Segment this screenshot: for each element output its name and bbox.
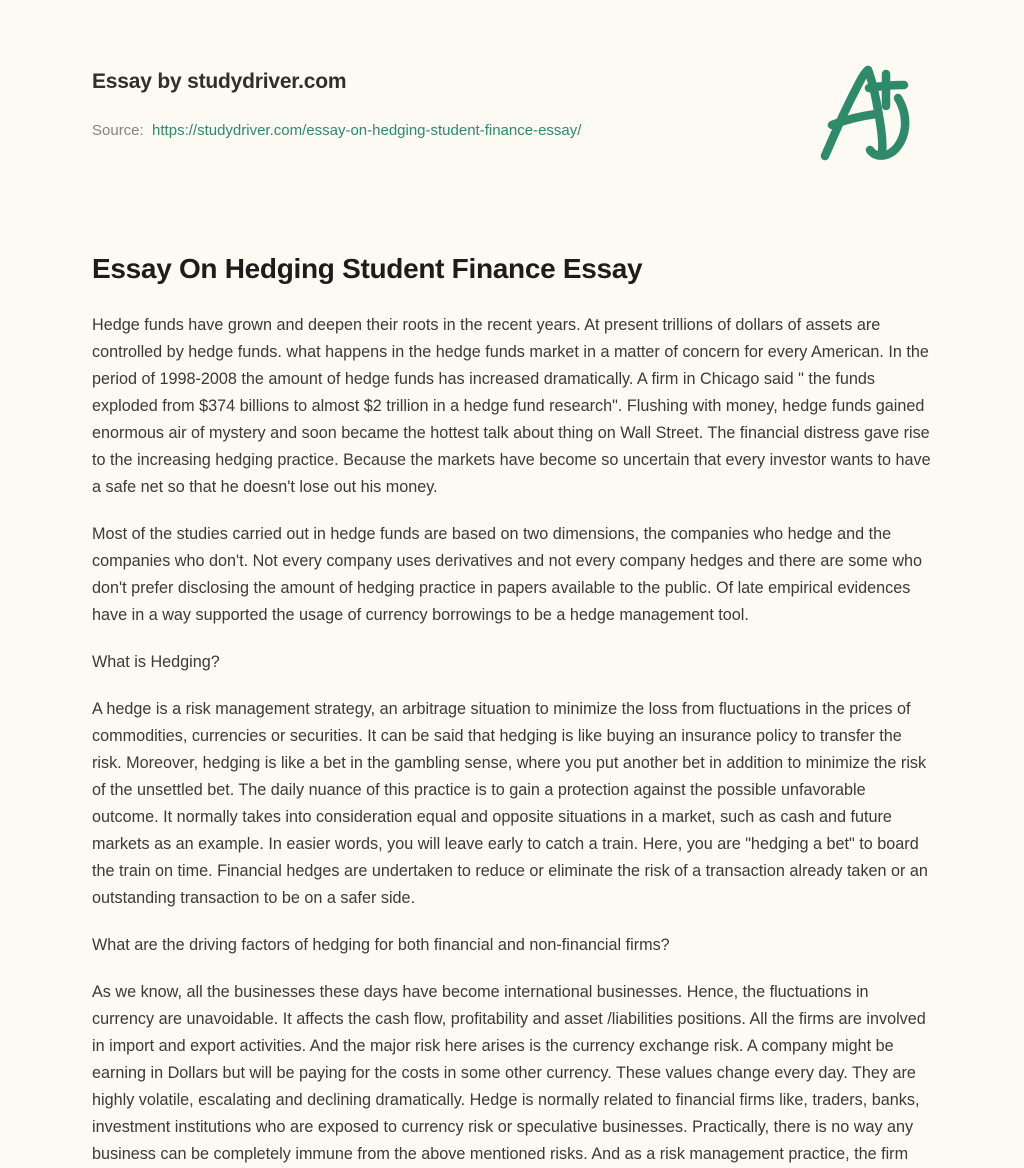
source-line xyxy=(92,122,581,139)
section-heading-what-is-hedging: What is Hedging? xyxy=(92,653,220,671)
studydriver-a-plus-logo[interactable] xyxy=(812,58,922,166)
article-body xyxy=(92,312,934,1168)
a-plus-logo-icon xyxy=(812,58,922,166)
article-container xyxy=(92,252,934,1168)
page-header xyxy=(0,0,1024,200)
paragraph: Most of the studies carried out in hedge funds are based on two dimensions, the companies who hedge and the companies who don't. Not every company uses derivatives and not every company hedges and there are some who don't prefer disclosing the amount of hedging practice in papers available to the public. Of late empirical evidences have in a way supported the usage of currency borrowings to be a hedge management tool. xyxy=(92,525,923,624)
paragraph: As we know, all the businesses these days have become international businesses. Hence, the fluctuations in currency are unavoidable. It affects the cash flow, profitability and asset /liabilities positions. All the firms are involved in import and export activities. And the major risk here arises is the currency exchange risk. A company might be earning in Dollars but will be paying for the costs in some other currency. These values change every day. They are highly volatile, escalating and declining dramatically. Hedge is normally related to financial firms like, traders, banks, investment institutions who are exposed to currency risk or speculative businesses. Practically, there is no way any business can be completely immune from the above mentioned risks. And as a risk management practice, the firm xyxy=(92,983,926,1163)
source-label: Source: xyxy=(92,122,144,139)
paragraph: Hedge funds have grown and deepen their roots in the recent years. At present trillions of dollars of assets are controlled by hedge funds. what happens in the hedge funds market in a matter of concern for every American. In the period of 1998-2008 the amount of hedge funds has increased dramatically. A firm in Chicago said " the funds exploded from $374 billions to almost $2 trillion in a hedge fund research". Flushing with money, hedge funds gained enormous air of mystery and soon became the hottest talk about thing on Wall Street. The financial distress gave rise to the increasing hedging practice. Because the markets have become so uncertain that every investor wants to have a safe net so that he doesn't lose out his money. xyxy=(92,316,931,496)
page-title: Essay On Hedging Student Finance Essay xyxy=(92,253,643,284)
source-url-link[interactable]: https://studydriver.com/essay-on-hedging-student-finance-essay/ xyxy=(152,122,582,139)
site-title: Essay by studydriver.com xyxy=(92,70,347,93)
paragraph: A hedge is a risk management strategy, an arbitrage situation to minimize the loss from fluctuations in the prices of commodities, currencies or securities. It can be said that hedging is like buying an insurance policy to transfer the risk. Moreover, hedging is like a bet in the gambling sense, where you put another bet in addition to minimize the risk of the unsettled bet. The daily nuance of this practice is to gain a protection against the possible unfavorable outcome. It normally takes into consideration equal and opposite situations in a market, such as cash and future markets as an example. In easier words, you will leave early to catch a train. Here, you are "hedging a bet" to board the train on time. Financial hedges are undertaken to reduce or eliminate the risk of a transaction already taken or an outstanding transaction to be on a safer side. xyxy=(92,700,928,907)
section-heading-driving-factors: What are the driving factors of hedging for both financial and non-financial firms? xyxy=(92,936,670,954)
